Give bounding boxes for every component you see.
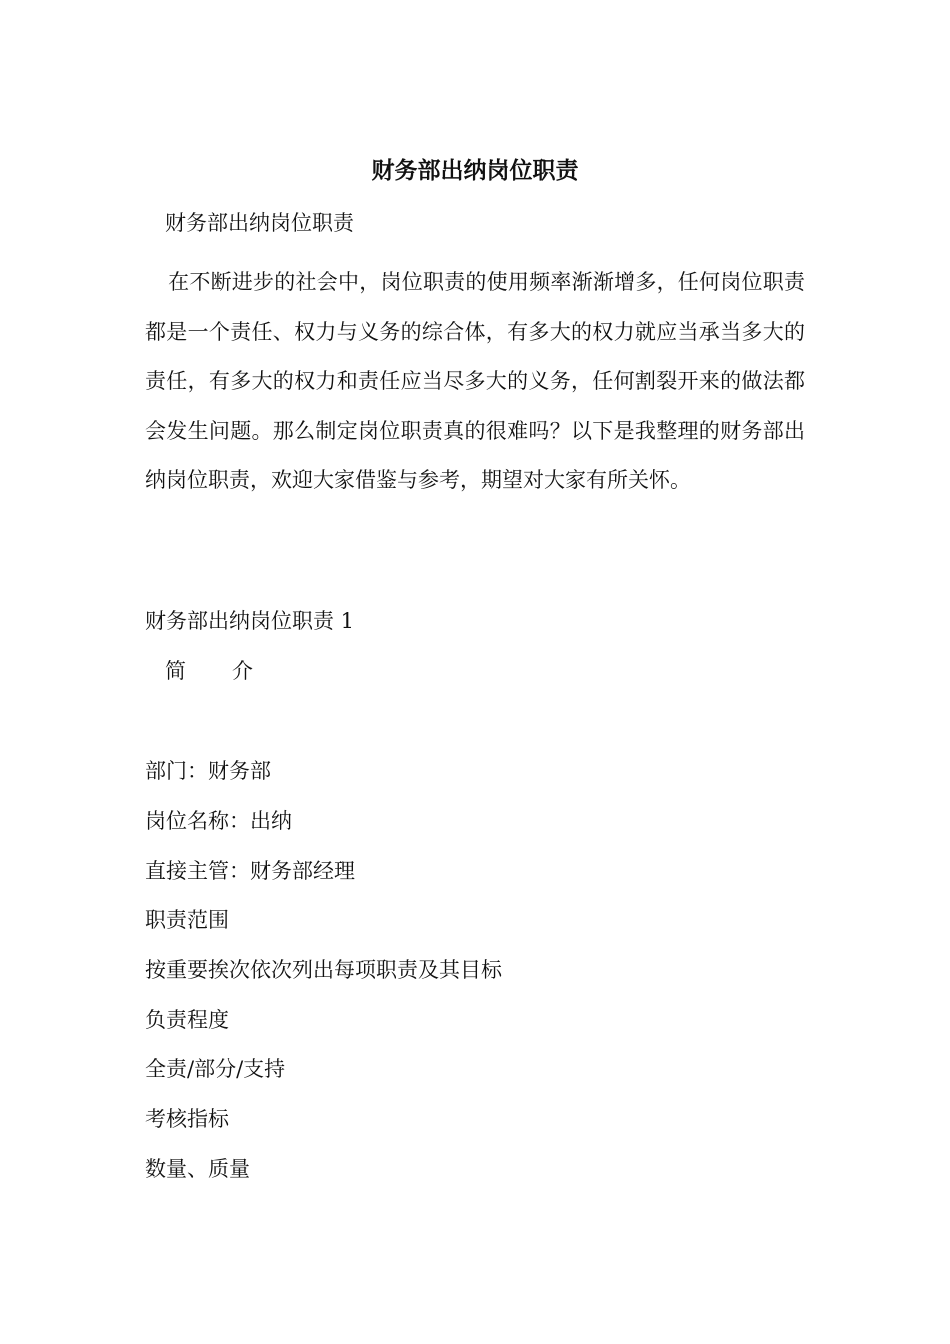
list-item: 部门：财务部 <box>145 759 271 783</box>
list-item: 职责范围 <box>145 908 229 932</box>
document-subtitle: 财务部出纳岗位职责 <box>165 211 354 235</box>
section-heading: 财务部出纳岗位职责 1 <box>145 609 355 633</box>
list-item: 负责程度 <box>145 1008 229 1032</box>
intro-label-row <box>165 656 253 686</box>
list-item: 直接主管：财务部经理 <box>145 859 355 883</box>
list-item: 考核指标 <box>145 1107 229 1131</box>
list-item: 数量、质量 <box>145 1157 250 1181</box>
intro-label-first: 简 <box>165 659 186 683</box>
list-item: 岗位名称：出纳 <box>145 809 292 833</box>
document-title: 财务部出纳岗位职责 <box>371 157 579 184</box>
intro-paragraph: 在不断进步的社会中，岗位职责的使用频率渐渐增多，任何岗位职责都是一个责任、权力与义务的综合体，有多大的权力就应当承当多大的责任，有多大的权力和责任应当尽多大的义务，任何割裂开来的做法都会发生问题。那么制定岗位职责真的很难吗？以下是我整理的财务部出纳岗位职责，欢迎大家借鉴与参考，期望对大家有所关怀。 <box>145 270 805 492</box>
list-item: 全责/部分/支持 <box>145 1057 286 1081</box>
intro-label-second: 介 <box>232 659 253 683</box>
list-item: 按重要挨次依次列出每项职责及其目标 <box>145 958 502 982</box>
